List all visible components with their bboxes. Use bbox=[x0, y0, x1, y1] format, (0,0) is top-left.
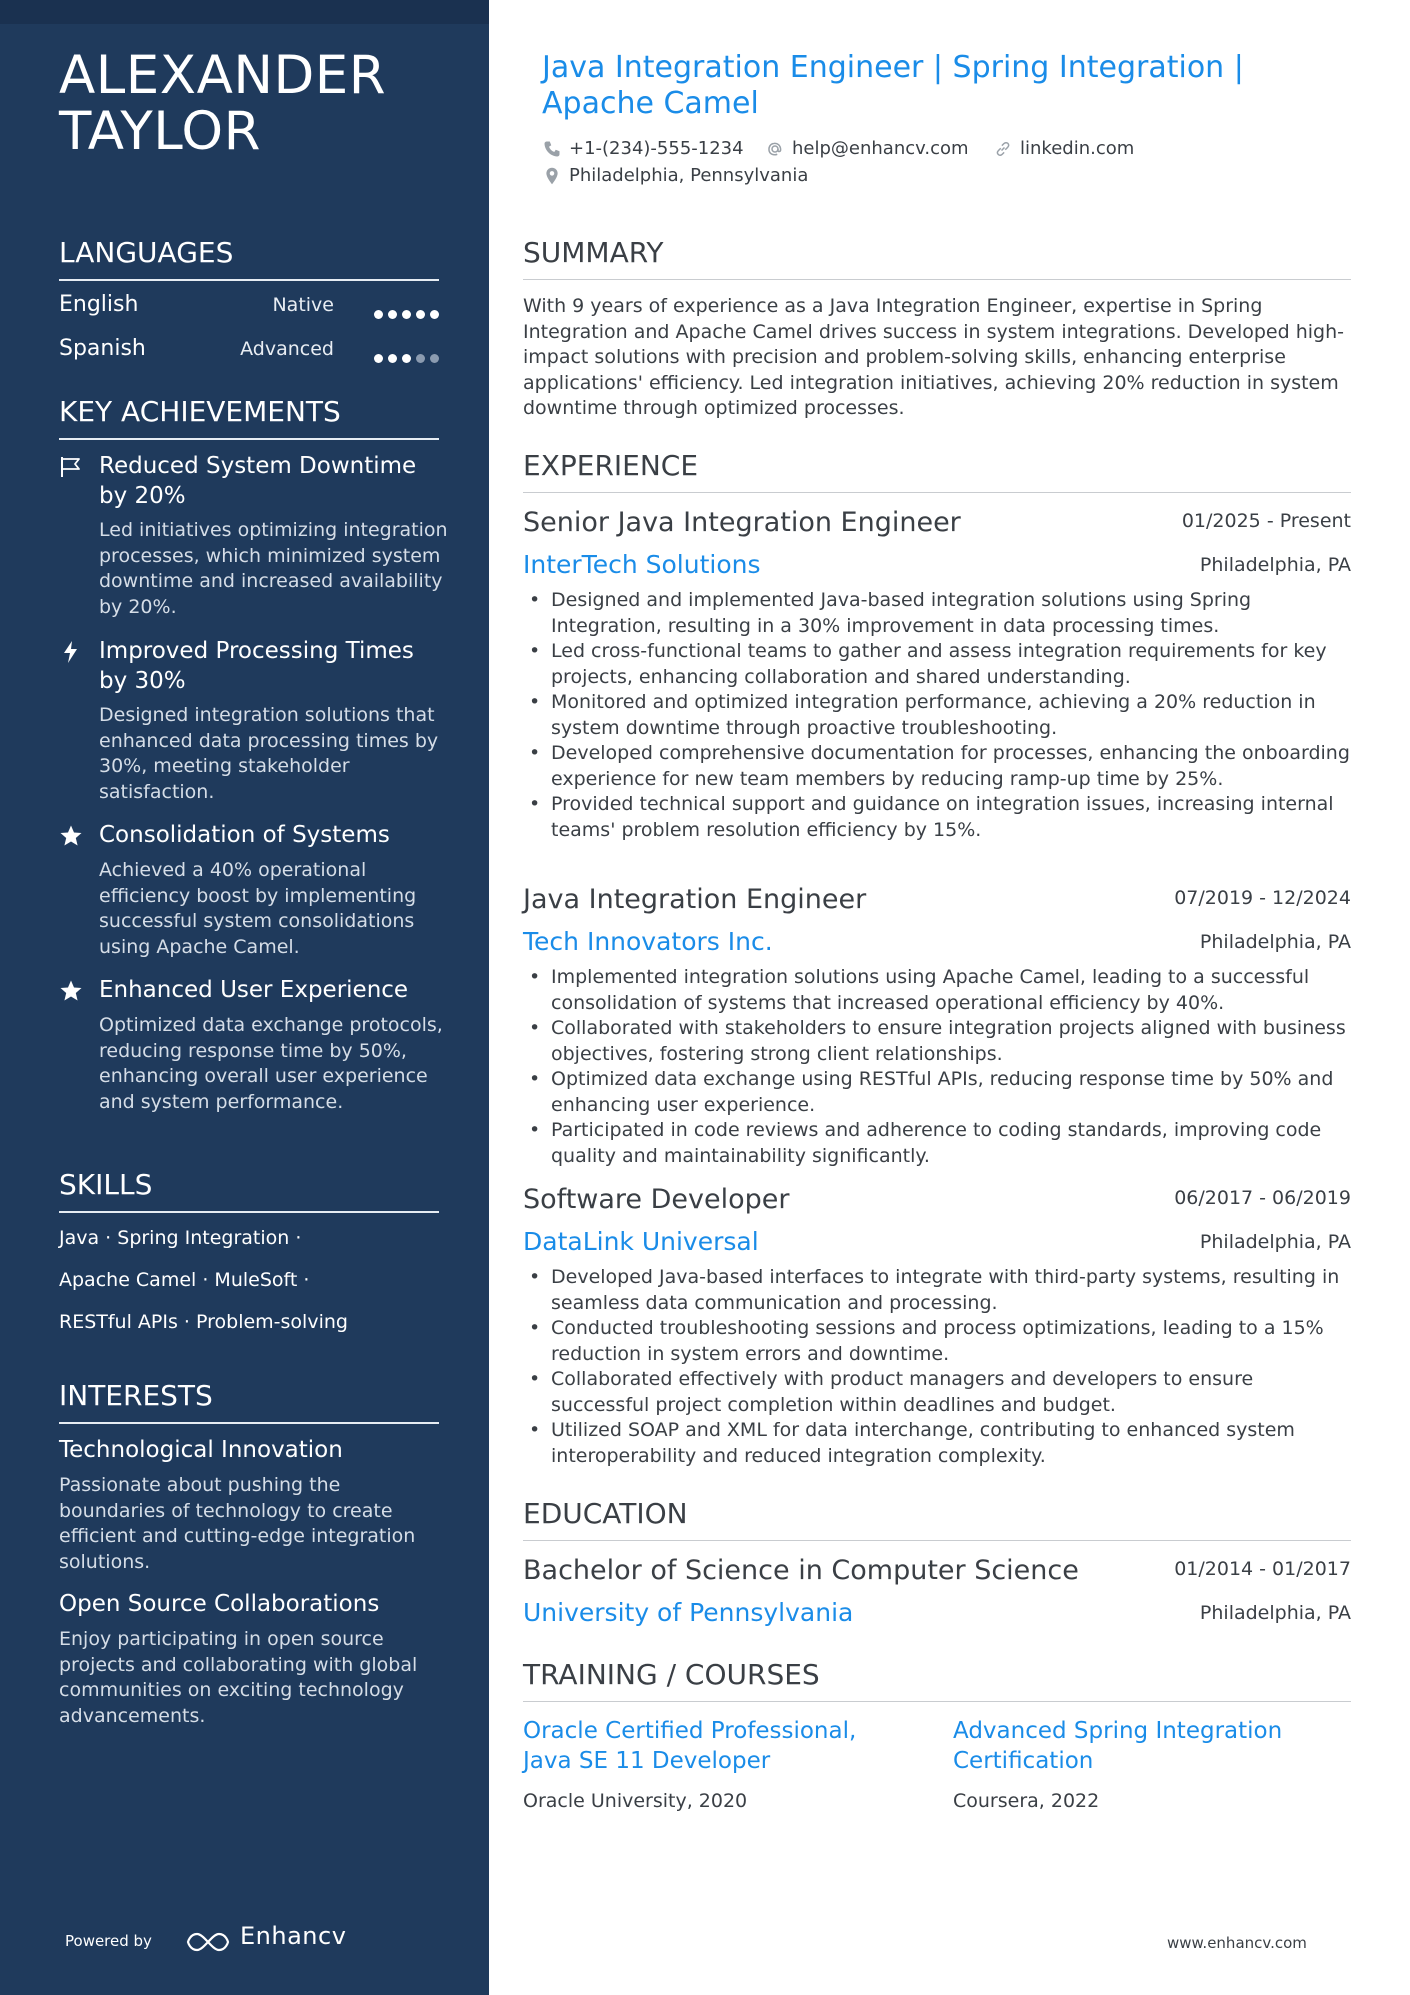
job-bullet: • Implemented integration solutions using Apache Camel, leading to a successful consolidation of systems that increased operational efficiency by 40%. bbox=[523, 965, 1351, 1016]
interest-desc: Enjoy participating in open source projects and collaborating with global communities on exciting technology advancements. bbox=[59, 1628, 418, 1727]
phone-icon bbox=[543, 140, 561, 158]
job-bullets bbox=[523, 1265, 1351, 1469]
job-location: Philadelphia, PA bbox=[1199, 931, 1351, 953]
contact-phone: +1-(234)-555-1234 bbox=[569, 138, 744, 159]
course-title: Oracle Certified Professional, Java SE 11 Developer bbox=[523, 1718, 857, 1774]
job-title: Java Integration Engineer bbox=[523, 884, 867, 915]
contact-location: Philadelphia, Pennsylvania bbox=[569, 165, 809, 186]
school-name: University of Pennsylvania bbox=[523, 1598, 854, 1627]
achievement-desc: Optimized data exchange protocols, reducing response time by 50%, enhancing overall user experience and system performance. bbox=[99, 1014, 443, 1113]
languages-heading: LANGUAGES bbox=[59, 236, 439, 281]
rating-dot bbox=[374, 310, 383, 319]
rating-dot bbox=[430, 310, 439, 319]
job-bullets bbox=[523, 588, 1351, 843]
rating-dot bbox=[416, 310, 425, 319]
achievement-desc: Designed integration solutions that enhanced data processing times by 30%, meeting stakeholder satisfaction. bbox=[99, 704, 439, 803]
rating-dot bbox=[388, 310, 397, 319]
achievement-desc: Led initiatives optimizing integration processes, which minimized system downtime and increased availability by 20%. bbox=[99, 519, 448, 618]
summary-heading: SUMMARY bbox=[523, 236, 1351, 280]
flag-icon bbox=[59, 455, 83, 479]
job-bullet: • Designed and implemented Java-based integration solutions using Spring Integration, resulting in a 30% improvement in data processing times. bbox=[523, 588, 1351, 639]
skills-line: Java · Spring Integration · bbox=[59, 1227, 302, 1249]
achievement-title: Enhanced User Experience bbox=[99, 977, 409, 1003]
rating-dot bbox=[402, 310, 411, 319]
interest-desc: Passionate about pushing the boundaries of technology to create efficient and cutting-edge integration solutions. bbox=[59, 1474, 416, 1573]
skills-line: RESTful APIs · Problem-solving bbox=[59, 1311, 348, 1333]
company-name: Tech Innovators Inc. bbox=[523, 927, 773, 956]
job-bullet: • Conducted troubleshooting sessions and process optimizations, leading to a 15% reduction in system errors and downtime. bbox=[523, 1316, 1351, 1367]
language-level: Advanced bbox=[240, 338, 334, 360]
rating-dot bbox=[388, 354, 397, 363]
sidebar-top-strip bbox=[0, 0, 489, 24]
job-title: Senior Java Integration Engineer bbox=[523, 507, 961, 538]
education-heading: EDUCATION bbox=[523, 1497, 1351, 1541]
contact-linkedin[interactable]: linkedin.com bbox=[1020, 138, 1135, 159]
star-icon bbox=[59, 824, 83, 848]
job-bullet: • Provided technical support and guidance on integration issues, increasing internal teams' problem resolution efficiency by 15%. bbox=[523, 792, 1351, 843]
contact-email[interactable]: help@enhancv.com bbox=[792, 138, 969, 159]
achievement-title: Consolidation of Systems bbox=[99, 822, 390, 848]
job-dates: 07/2019 - 12/2024 bbox=[1174, 887, 1351, 909]
language-rating bbox=[369, 300, 439, 325]
headline: Java Integration Engineer | Spring Integration | Apache Camel bbox=[542, 50, 1244, 121]
job-bullet: • Developed Java-based interfaces to integrate with third-party systems, resulting in seamless data communication and processing. bbox=[523, 1265, 1351, 1316]
rating-dot-empty bbox=[416, 354, 425, 363]
interest-title: Technological Innovation bbox=[59, 1437, 343, 1463]
job-bullet: • Participated in code reviews and adherence to coding standards, improving code quality and maintainability significantly. bbox=[523, 1118, 1351, 1169]
location-pin-icon bbox=[543, 167, 561, 185]
rating-dot bbox=[402, 354, 411, 363]
job-dates: 06/2017 - 06/2019 bbox=[1174, 1187, 1351, 1209]
course-title: Advanced Spring Integration Certification bbox=[953, 1718, 1283, 1774]
job-location: Philadelphia, PA bbox=[1199, 554, 1351, 576]
summary-text: With 9 years of experience as a Java Integration Engineer, expertise in Spring Integration and Apache Camel drives success in system integrations. Developed high-impact solutions with precision and problem-solving skills, enhancing enterprise applications' efficiency. Led integration initiatives, achieving 20% reduction in system downtime through optimized processes. bbox=[523, 295, 1344, 419]
skills-line: Apache Camel · MuleSoft · bbox=[59, 1269, 310, 1291]
rating-dot-empty bbox=[430, 354, 439, 363]
skills-heading: SKILLS bbox=[59, 1168, 439, 1213]
footer-url[interactable]: www.enhancv.com bbox=[1167, 1934, 1307, 1952]
education-dates: 01/2014 - 01/2017 bbox=[1174, 1558, 1351, 1580]
job-dates: 01/2025 - Present bbox=[1181, 510, 1351, 532]
enhancv-logo-icon bbox=[185, 1929, 231, 1955]
language-level: Native bbox=[272, 294, 334, 316]
job-bullet: • Developed comprehensive documentation for processes, enhancing the onboarding experience for new team members by reducing ramp-up time by 25%. bbox=[523, 741, 1351, 792]
language-name: Spanish bbox=[59, 336, 146, 361]
company-name: DataLink Universal bbox=[523, 1227, 759, 1256]
language-name: English bbox=[59, 292, 139, 317]
candidate-name bbox=[59, 45, 387, 162]
sidebar bbox=[0, 0, 489, 1995]
language-row-spanish bbox=[59, 336, 439, 366]
name-first: ALEXANDER bbox=[59, 45, 387, 106]
link-icon bbox=[994, 140, 1012, 158]
at-icon bbox=[766, 140, 784, 158]
course-provider: Oracle University, 2020 bbox=[523, 1790, 748, 1812]
lightning-icon bbox=[59, 640, 83, 664]
achievements-heading: KEY ACHIEVEMENTS bbox=[59, 395, 439, 440]
training-heading: TRAINING / COURSES bbox=[523, 1658, 1351, 1702]
job-bullet: • Optimized data exchange using RESTful APIs, reducing response time by 50% and enhancing user experience. bbox=[523, 1067, 1351, 1118]
achievement-desc: Achieved a 40% operational efficiency boost by implementing successful system consolidations using Apache Camel. bbox=[99, 859, 417, 958]
powered-by-label: Powered by bbox=[65, 1932, 152, 1950]
job-bullet: • Collaborated effectively with product managers and developers to ensure successful project completion within deadlines and budget. bbox=[523, 1367, 1351, 1418]
rating-dot bbox=[374, 354, 383, 363]
brand-name: Enhancv bbox=[240, 1922, 347, 1950]
job-title: Software Developer bbox=[523, 1184, 790, 1215]
language-row-english bbox=[59, 292, 439, 322]
course-provider: Coursera, 2022 bbox=[953, 1790, 1100, 1812]
star-icon bbox=[59, 979, 83, 1003]
interests-heading: INTERESTS bbox=[59, 1379, 439, 1424]
name-last: TAYLOR bbox=[59, 101, 261, 162]
job-bullets bbox=[523, 965, 1351, 1169]
school-location: Philadelphia, PA bbox=[1199, 1602, 1351, 1624]
job-bullet: • Collaborated with stakeholders to ensure integration projects aligned with business objectives, fostering strong client relationships. bbox=[523, 1016, 1351, 1067]
company-name: InterTech Solutions bbox=[523, 550, 761, 579]
job-location: Philadelphia, PA bbox=[1199, 1231, 1351, 1253]
job-bullet: • Utilized SOAP and XML for data interchange, contributing to enhanced system interoperability and reduced integration complexity. bbox=[523, 1418, 1351, 1469]
language-rating bbox=[369, 344, 439, 369]
experience-heading: EXPERIENCE bbox=[523, 449, 1351, 493]
degree-title: Bachelor of Science in Computer Science bbox=[523, 1555, 1079, 1586]
achievement-title: Reduced System Downtime by 20% bbox=[99, 453, 417, 509]
job-bullet: • Monitored and optimized integration performance, achieving a 20% reduction in system downtime through proactive troubleshooting. bbox=[523, 690, 1351, 741]
interest-title: Open Source Collaborations bbox=[59, 1591, 380, 1617]
job-bullet: • Led cross-functional teams to gather and assess integration requirements for key projects, enhancing collaboration and shared understanding. bbox=[523, 639, 1351, 690]
achievement-title: Improved Processing Times by 30% bbox=[99, 638, 414, 694]
